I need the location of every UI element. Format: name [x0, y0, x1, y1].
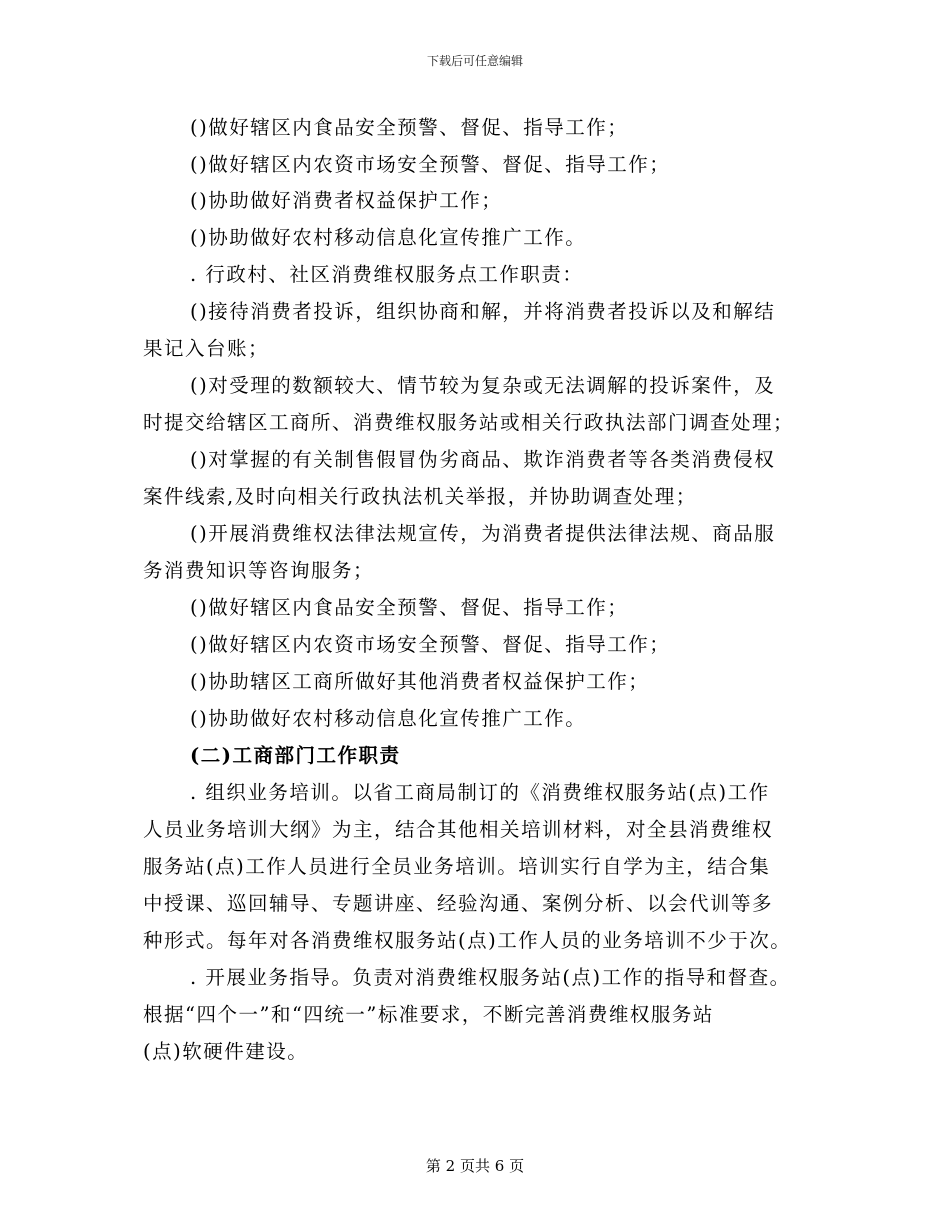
paragraph-line: ()对受理的数额较大、情节较为复杂或无法调解的投诉案件，及 [190, 374, 776, 397]
paragraph-line: ()开展消费维权法律法规宣传，为消费者提供法律法规、商品服 [190, 522, 776, 545]
section-heading: (二)工商部门工作职责 [190, 744, 401, 767]
paragraph-line: ()做好辖区内农资市场安全预警、督促、指导工作； [190, 633, 671, 656]
paragraph-line: 人员业务培训大纲》为主，结合其他相关培训材料，对全县消费维权 [143, 818, 774, 841]
page-header: 下载后可任意编辑 [426, 54, 523, 68]
paragraph-line: ()协助辖区工商所做好其他消费者权益保护工作； [190, 670, 650, 693]
paragraph-line: 案件线索,及时向相关行政执法机关举报，并协助调查处理； [143, 485, 697, 508]
paragraph-line: 时提交给辖区工商所、消费维权服务站或相关行政执法部门调查处理； [143, 411, 795, 434]
paragraph-line: ()接待消费者投诉，组织协商和解，并将消费者投诉以及和解结 [190, 300, 776, 323]
page-number: 第 2 页共 6 页 [425, 1157, 525, 1175]
paragraph-line: ()做好辖区内食品安全预警、督促、指导工作； [190, 116, 629, 139]
paragraph-line: 务消费知识等咨询服务； [143, 559, 375, 582]
paragraph-line: . 组织业务培训。以省工商局制订的《消费维权服务站(点)工作 [190, 781, 770, 804]
paragraph-line: 中授课、巡回辅导、专题讲座、经验沟通、案例分析、以会代训等多 [143, 892, 774, 915]
paragraph-line: ()做好辖区内食品安全预警、督促、指导工作； [190, 596, 629, 619]
paragraph-line: ()协助做好农村移动信息化宣传推广工作。 [190, 707, 587, 730]
paragraph-line: ()做好辖区内农资市场安全预警、督促、指导工作； [190, 153, 671, 176]
paragraph-line: ()对掌握的有关制售假冒伪劣商品、欺诈消费者等各类消费侵权 [190, 448, 776, 471]
paragraph-line: ()协助做好农村移动信息化宣传推广工作。 [190, 226, 587, 249]
paragraph-line: 服务站(点)工作人员进行全员业务培训。培训实行自学为主，结合集 [143, 855, 771, 878]
paragraph-line: . 开展业务指导。负责对消费维权服务站(点)工作的指导和督查。 [190, 966, 791, 989]
section-heading: . 行政村、社区消费维权服务点工作职责： [190, 263, 584, 286]
paragraph-line: 果记入台账； [143, 337, 270, 360]
paragraph-line: 种形式。每年对各消费维权服务站(点)工作人员的业务培训不少于次。 [143, 929, 792, 952]
paragraph-line: ()协助做好消费者权益保护工作； [190, 189, 503, 212]
paragraph-line: (点)软硬件建设。 [143, 1040, 309, 1063]
paragraph-line: 根据“四个一”和“四统一”标准要求，不断完善消费维权服务站 [143, 1003, 714, 1026]
